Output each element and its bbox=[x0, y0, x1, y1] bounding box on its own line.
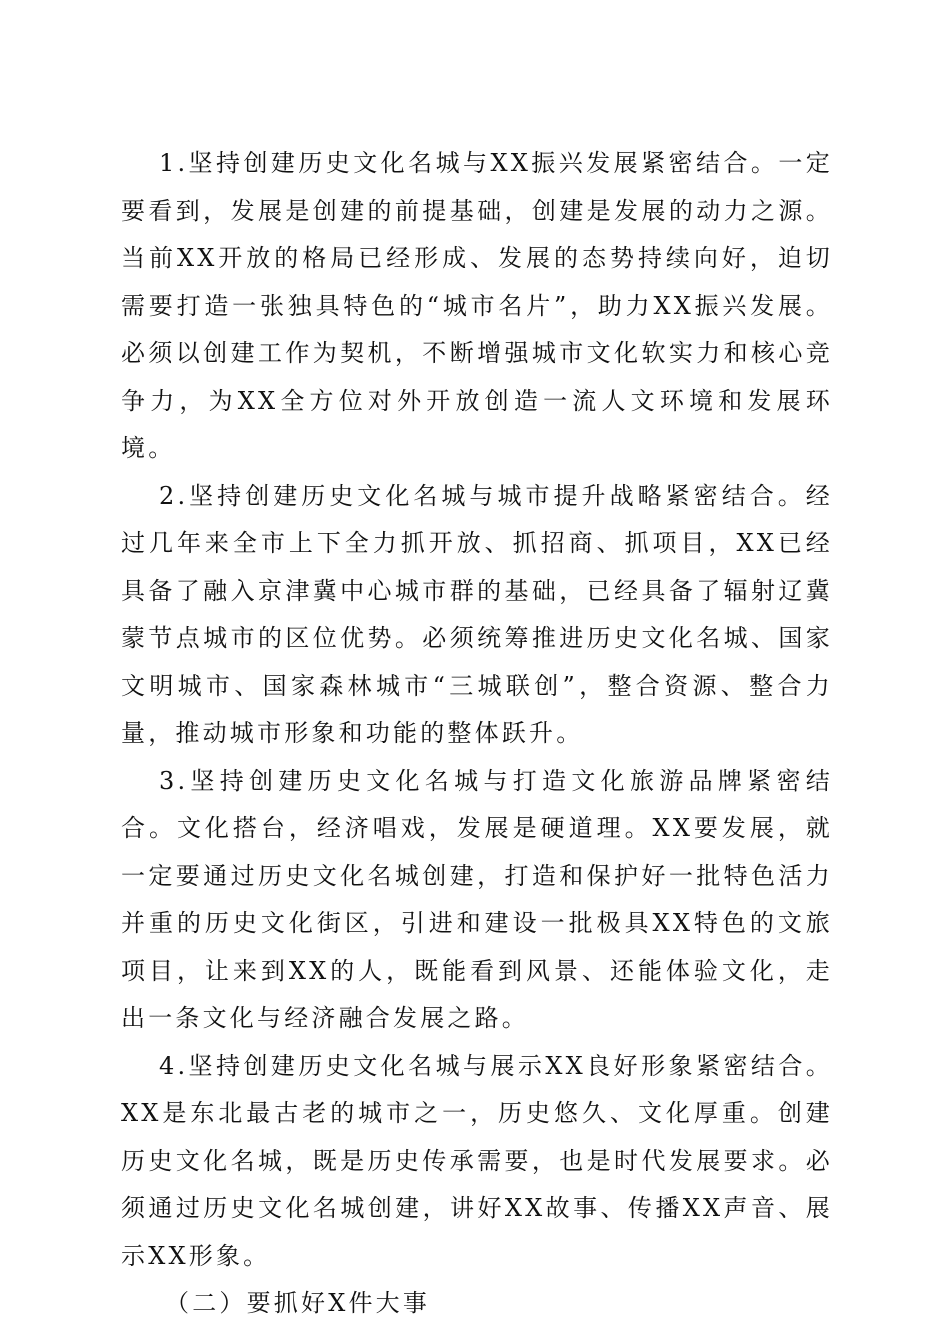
paragraph-4: 4.坚持创建历史文化名城与展示XX良好形象紧密结合。XX是东北最古老的城市之一，历史悠久、文化厚重。创建历史文化名城，既是历史传承需要，也是时代发展要求。必须通过历史文化名城创建，讲好XX故事、传播XX声音、展示XX形象。 bbox=[121, 1051, 833, 1270]
paragraph-2: 2.坚持创建历史文化名城与城市提升战略紧密结合。经过几年来全市上下全力抓开放、抓招商、抓项目，XX已经具备了融入京津冀中心城市群的基础，已经具备了辐射辽冀蒙节点城市的区位优势。必须统筹推进历史文化名城、国家文明城市、国家森林城市“三城联创”，整合资源、整合力量，推动城市形象和功能的整体跃升。 bbox=[121, 481, 833, 747]
section-heading: （二）要抓好X件大事 bbox=[165, 1289, 431, 1317]
document-body bbox=[121, 140, 833, 1328]
paragraph-3: 3.坚持创建历史文化名城与打造文化旅游品牌紧密结合。文化搭台，经济唱戏，发展是硬道理。XX要发展，就一定要通过历史文化名城创建，打造和保护好一批特色活力并重的历史文化街区，引进和建设一批极具XX特色的文旅项目，让来到XX的人，既能看到风景、还能体验文化，走出一条文化与经济融合发展之路。 bbox=[121, 766, 833, 1032]
paragraph-1: 1.坚持创建历史文化名城与XX振兴发展紧密结合。一定要看到，发展是创建的前提基础，创建是发展的动力之源。当前XX开放的格局已经形成、发展的态势持续向好，迫切需要打造一张独具特色的“城市名片”，助力XX振兴发展。必须以创建工作为契机，不断增强城市文化软实力和核心竞争力，为XX全方位对外开放创造一流人文环境和发展环境。 bbox=[121, 149, 833, 462]
